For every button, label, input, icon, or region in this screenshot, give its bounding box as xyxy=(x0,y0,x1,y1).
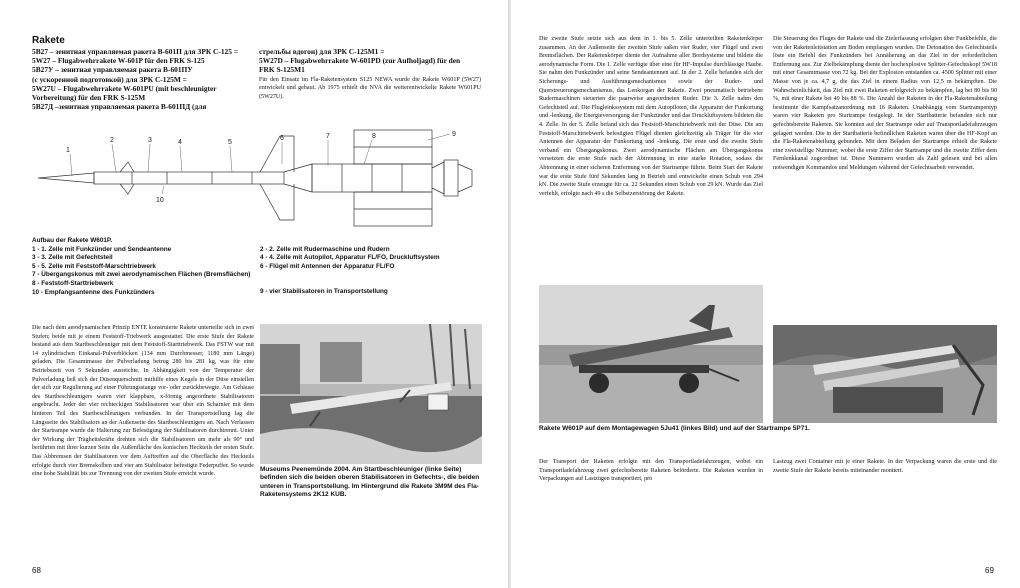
title-line: 5В27 – зенитная управляемая ракета В-601П для ЗРК С-125 = xyxy=(32,47,238,56)
diagram-number: 5 xyxy=(228,139,232,146)
diagram-number: 10 xyxy=(156,197,164,204)
left-page xyxy=(0,0,509,588)
legend-item: 10 - Empfangsantenne des Funkzünders xyxy=(32,288,155,296)
legend-item: 1 - 1. Zelle mit Funkzünder und Sendeantenne xyxy=(32,245,172,253)
title-line: Vorbereitung) für den FRK S-125M xyxy=(32,93,146,103)
title-line: 5W27U – Flugabwehrrakete W-601PU (mit beschleunigter xyxy=(32,83,217,93)
title-line: FRK S-125M1 xyxy=(259,65,305,75)
diagram-number: 8 xyxy=(372,133,376,140)
body-text: Die nach dem aerodynamischen Prinzip ENTE konstruierte Rakete unterteilte sich in zwei Stufen; beide mit je einem Feststoff-Triebwerk ausgestattet. Die erste Stufe der Rakete bestand aus dem Startbeschleuniger mit dem Feststoff-Starttriebwerk. Das FSTW war mit 14 zylindrischen Einkanal-Pulverblöcken (134 mm Durchmesser, 1180 mm Länge) geladen. Die Gesamtmasse der Pulverladung betrug 280 bis 281 kg, was für eine Betriebszeit von 5 Sekunden ausreichte. In Abhängigkeit von der Temperatur der Pulverladung ließ sich der Düsenquerschnitt mithilfe eines Kegels in der Düse einstellen der sich zur Regulierung auf einer Führungsstange vor- oder zurückbewegte. Am Gehäuse des Startbeschleunigers waren vier klappbare, x-förmig angeordnete Stabilisatoren angebracht. Jeder der vier rechteckigen Stabilisatoren war über ein Scharnier mit dem hinteren Teil des Startbeschleunigers verbunden. In der Transportstellung lag die Längsseite des Stabilisators an der Außenseite des Startbeschleunigers an. Nach Verlassen der Startrampe wurde die Halterung zur Befestigung der Stabilisatoren durchtrennt. Unter der Wirkung der Trägheitskräfte drehten sich die Stabilisatoren um mehr als 90° und berührten mit ihrer kurzen Seite die Außenfläche des konischen Heckteils der ersten Stufe. Das Abbremsen der Stabilisatoren vor dem Auftreffen auf die Oberfläche des Heckteils erfolgte durch vier Bremskolben und vier am Stabilisator befestigte Federpuffer. So wurde eine hohe Stabilität bis zur Trennung von der zweiten Stufe erreicht wurde. xyxy=(32,325,254,478)
missile-diagram xyxy=(32,124,492,230)
startrampe-photo xyxy=(773,325,997,423)
title-col1 xyxy=(32,47,257,111)
title-line: 5W27 – Flugabwehrrakete W-601P für den FRK S-125 xyxy=(32,56,205,66)
bottom-col2-text: Lastzug zwei Container mit je einer Rakete. In der Verpackung waren die erste und die zweite Stufe der Rakete bereits miteinander montiert. xyxy=(773,459,997,474)
diagram-number: 2 xyxy=(110,137,114,144)
section-label: Rakete xyxy=(32,35,65,46)
legend-item: 2 - 2. Zelle mit Rudermaschine und Rudern xyxy=(260,245,390,253)
diagram-number: 9 xyxy=(452,131,456,138)
legend-title: Aufbau der Rakete W601P. xyxy=(32,237,113,244)
diagram-number: 1 xyxy=(66,147,70,154)
diagram-number: 6 xyxy=(280,135,284,142)
legend-item: 9 - vier Stabilisatoren in Transportstellung xyxy=(260,288,388,296)
intro-text: Für den Einsatz im Fla-Raketensystem S125 NEWA wurde die Rakete W601P (5W27) entwickelt und gebaut. Ab 1975 erhielt die NVA die weiterentwickelte Rakete W601PU (5W27U). xyxy=(259,76,481,100)
montagewagen-photo xyxy=(539,285,763,423)
legend-left-column xyxy=(32,246,262,298)
photo-caption: Rakete W601P auf dem Montagewagen 5Ju41 (linkes Bild) und auf der Startrampe 5P71. xyxy=(539,425,810,432)
diagram-number: 3 xyxy=(148,137,152,144)
bottom-col1-text: Der Transport der Raketen erfolgte mit den Transportladefahrzeugen, wobei ein Transportladefahrzeug zwei gefechtsbereite Raketen beförderte. Die Raketen wurden in Verpackungen auf Lastzügen transportiert, pro xyxy=(539,459,763,483)
legend-item: 4 - 4. Zelle mit Autopilot, Apparatur FL/FO, Druckluftsystem xyxy=(260,254,440,262)
legend-item: 3 - 3. Zelle mit Gefechtsteil xyxy=(32,254,113,262)
legend-item: 8 - Feststoff-Starttriebwerk xyxy=(32,279,114,287)
legend-right-column xyxy=(260,246,492,297)
museum-photo xyxy=(260,324,482,464)
right-col2-text: Die Steuerung des Fluges der Rakete und die Zielerfassung erfolgten über Funkbefehle, die von der Raketenleitstation am Boden empfangen wurden. Die Detonation des Gefechtsteils löste ein Befehl des Funkzünders bei Annäherung an das Ziel in der erforderlichen Entfernung aus. Zur Zielbekämpfung diente der hochexplosive Splitter-Gefechtskopf 5W18 mit einer Gesamtmasse von 72 kg. Bei der Explosion entstanden ca. 4500 Splitter mit einer Masse von je ca. 4,7 g, die das Ziel in einem Radius von 12,5 m bekämpften. Die Wahrscheinlichkeit, das Ziel mit zwei Raketen erfolgreich zu bekämpfen, lag bei 80 bis 90 %, mit einer Rakete bei 49 bis 88 %. Die Anzahl der Raketen in der Fla-Raketenabteilung bestimmte die Kampfsatzanordnung mit 16 Raketen. Unabhängig vom Startrampentyp waren vier Raketen pro Startrampe festgelegt. In der Startbatterie befanden sich nur gefechtsbereite Raketen. Sie konnten auf der Startrampe oder auf Transportladefahrzeugen gelagert werden. Die in der Startbatterie befindlichen Raketen waren über die HF-Kopf an die Fla-Raketenabteilung gebunden. Mit dem Beladen der Startrampe erhielt die Rakete eine zweistellige Nummer, wobei die erste Ziffer der Startrampe und die zweite Ziffer dem Fernlenkkanal zugeordnet ist. Diese Nummern wurden als Zahl gelesen und bei allen notwendigen Kommandos und Meldungen während der Gefechtsarbeit verwendet. xyxy=(773,36,997,171)
diagram-legend xyxy=(32,237,492,308)
page-number: 68 xyxy=(32,566,41,575)
right-col1-text: Die zweite Stufe setzte sich aus dem in 1. bis 5. Zelle unterteilten Raketenkörper zusammen. An der Außenseite der zweiten Stufe saßen vier Ruder, vier Flügel und zwei Bremsflächen. Der Raketenkörper diente der Aufnahme aller Bordsysteme und bildete die aerodynamische Form. Die 1. Zelle verfügte über eine für HF-Impulse durchlässige Haube. Sie nahm den Funkzünder und seine Sendeantennen auf. In der 2. Zelle befanden sich der Sicherungs- und Ausführungsmechanismus sowie der Ruder- und Querstreuerungsmechanismus, das Lenkorgan der Rakete. Zwei pneumatisch betriebene Rudermaschinen steuerten die paarweise angeordneten Ruder. Die 3. Zelle nahm den Gefechtsteil auf. Die Flugleinkssystem mit dem Autopiloten, die Apparatur der Funkortung und -lenkung, die Energieversorgung der Funkzünder und das Druckluftsystem bildeten die 4. Zelle. In der 5. Zelle befand sich das Feststoff-Marschtriebwerk mit der Düse. Die am Feststoff-Marschtriebwerk befestigten Flügel dienten gleichzeitig als Träger für die vier Antennen der Apparatur der Funkortung und -lenkung. Die erste und die zweite Stufe verband ein Übergangskonus. Zwei aerodynamische Flächen am Übergangskonus versetzten die erste Stufe nach der Abtrennung in eine starke Rotation, sodass die Abtrennung in einer sicheren Entfernung von der Startrampe führte. Beim Start der Rakete war die erste Stufe fünf Sekunden lang in Betrieb und entwickelte einen Schub von 294 kN. Die zweite Stufe erzeugte für ca. 22 Sekunden einen Schub von 29 kN. Wurde das Ziel verfehlt, erfolgte nach 49 s die Selbstzerstörung der Rakete. xyxy=(539,36,763,197)
right-page xyxy=(511,0,1020,588)
legend-item: 6 - Flügel mit Antennen der Apparatur FL/FO xyxy=(260,262,395,270)
legend-item: 7 - Übergangskonus mit zwei aerodynamischen Flächen (Bremsflächen) xyxy=(32,271,251,279)
legend-item: 5 - 5. Zelle mit Feststoff-Marschtriebwerk xyxy=(32,262,156,270)
title-line: 5В27У – зенитная управляемая ракета В-601ПУ xyxy=(32,65,193,75)
title-line: стрельбы вдогон) для ЗРК С-125М1 = xyxy=(259,47,385,56)
diagram-number: 7 xyxy=(326,133,330,140)
title-line: 5В27Д –зенитная управляемая ракета В-601ПД (для xyxy=(32,102,207,112)
title-line: 5W27D – Flugabwehrrakete W-601PD (zur Aufholjagd) für den xyxy=(259,56,461,66)
title-line: (с ускоренной подготовкой) для ЗРК С-125М = xyxy=(32,74,187,84)
page-number: 69 xyxy=(985,566,994,575)
diagram-number: 4 xyxy=(178,139,182,146)
title-col2 xyxy=(259,47,481,101)
photo-caption: Museums Peenemünde 2004. Am Startbeschleuniger (linke Seite) befinden sich die beiden oberen Stabilisatoren in Gefechts-, die beiden unteren in Transportstellung. Im Hintergrund die Rakete 3M9M des Fla-Raketensystems 2K12 KUB. xyxy=(260,466,480,499)
